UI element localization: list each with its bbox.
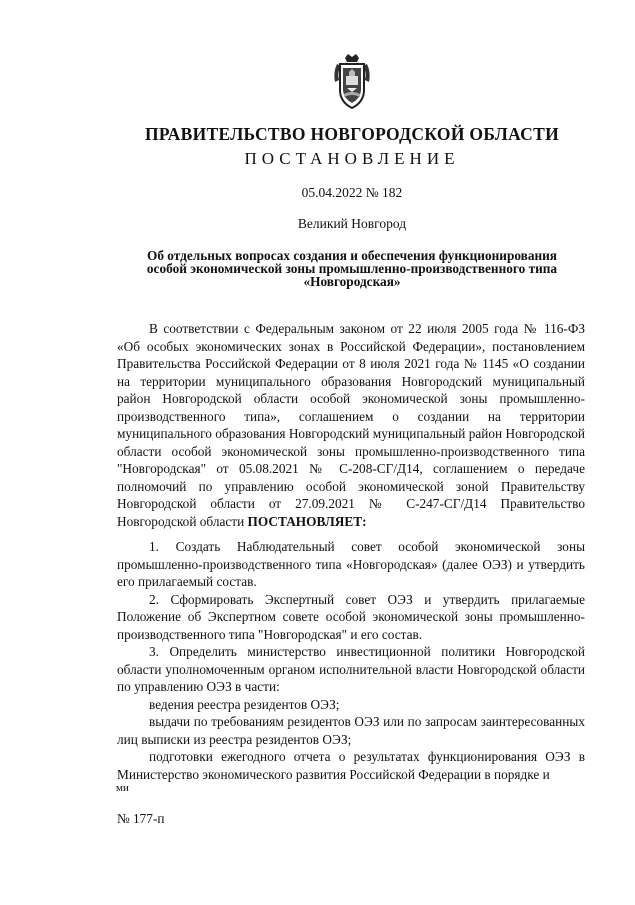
document-type: ПОСТАНОВЛЕНИЕ xyxy=(244,149,460,168)
cut-off-text: ми xyxy=(116,782,129,794)
coat-of-arms-icon xyxy=(329,52,375,112)
document-title xyxy=(0,249,635,288)
item-3-a: ведения реестра резидентов ОЭЗ; xyxy=(149,696,340,712)
item-3-b: выдачи по требованиям резидентов ОЭЗ или по запросам заинтересованных лиц выписки из реестра резидентов ОЭЗ; xyxy=(117,714,585,747)
document-body xyxy=(117,320,585,793)
date-number: 05.04.2022 № 182 xyxy=(301,185,403,200)
item-3-c: подготовки ежегодного отчета о результатах функционирования ОЭЗ в Министерство экономического развития Российской Федерации в порядке и xyxy=(117,749,585,782)
resolves-keyword: ПОСТАНОВЛЯЕТ: xyxy=(247,513,367,529)
item-2: 2. Сформировать Экспертный совет ОЭЗ и утвердить прилагаемые Положение об Экспертном совете особой экономической зоны промышленно-производственного типа "Новгородская" и его состав. xyxy=(117,591,585,642)
title-line-2: особой экономической зоны промышленно-производственного типа xyxy=(146,261,558,276)
title-line-3: «Новгородская» xyxy=(303,274,401,289)
preamble-text: В соответствии с Федеральным законом от 22 июля 2005 года № 116-ФЗ «Об особых экономических зонах в Российской Федерации», постановлением Правительства Российской Федерации от 8 июля 2021 года № 1145 «О создании на территории муниципального образования Новгородский муниципальный район Новгородской области особой экономической зоны промышленно-производственного типа», соглашением о создании на территории муниципального образования Новгородский муниципальный район Новгородской области особой экономической зоны промышленно-производственного типа "Новгородская" от 05.08.2021 № С-208-СГ/Д14, соглашением о передаче полномочий по управлению особой экономической зоной Правительству Новгородской области от 27.09.2021 № С-247-СГ/Д14 Правительство Новгородской области xyxy=(117,321,585,529)
organization-name: ПРАВИТЕЛЬСТВО НОВГОРОДСКОЙ ОБЛАСТИ xyxy=(145,124,559,144)
preamble-paragraph xyxy=(117,320,585,530)
footer-code: № 177-п xyxy=(117,811,165,826)
city: Великий Новгород xyxy=(297,216,407,231)
item-1: 1. Создать Наблюдательный совет особой экономической зоны промышленно-производственного типа «Новгородская» (далее ОЭЗ) и утвердить его прилагаемый состав. xyxy=(117,539,585,589)
item-3: 3. Определить министерство инвестиционной политики Новгородской области уполномоченным органом исполнительной власти Новгородской области по управлению ОЭЗ в части: xyxy=(117,644,585,694)
title-line-1: Об отдельных вопросах создания и обеспечения функционирования xyxy=(146,248,557,263)
